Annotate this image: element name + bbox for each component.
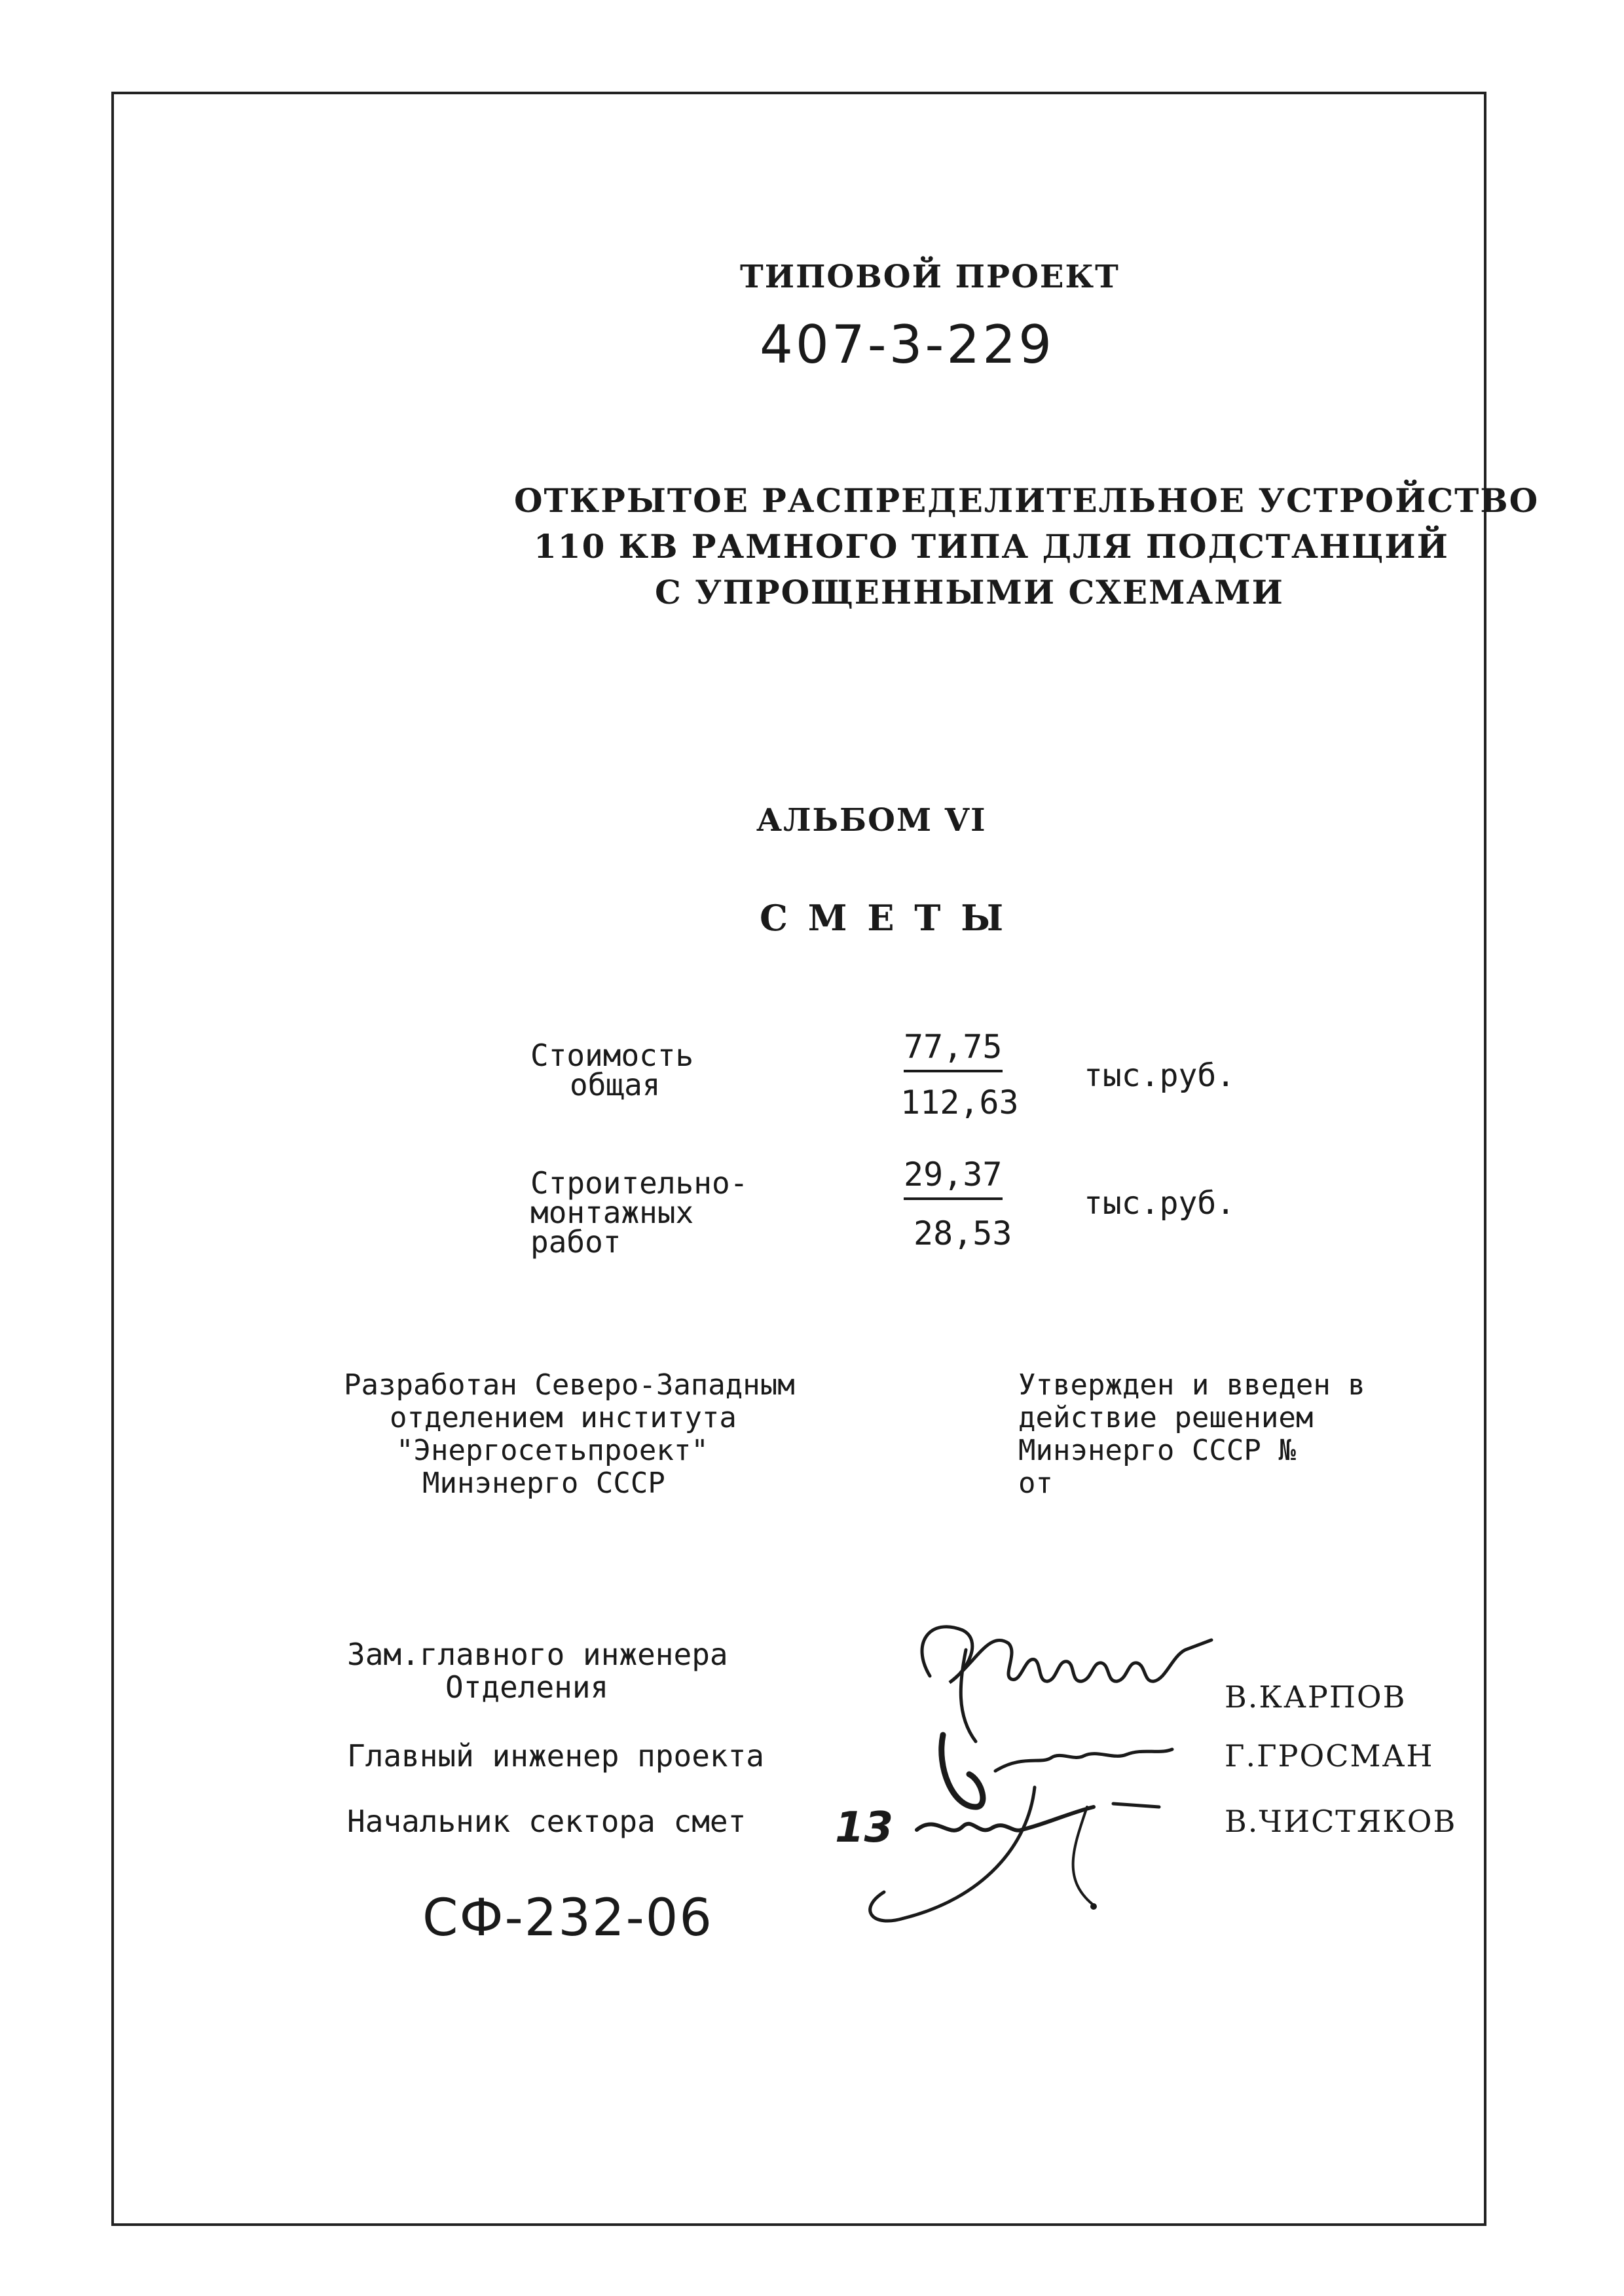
signatory-3-name: В.ЧИСТЯКОВ — [1225, 1804, 1457, 1839]
page-border — [111, 92, 1486, 2226]
approval-line-3: Минэнерго СССР № — [1018, 1434, 1296, 1467]
developer-line-1: Разработан Северо-Западным — [344, 1368, 795, 1402]
cost-label-1a: Стоимость — [530, 1038, 694, 1073]
signatory-2-title: Главный инженер проекта — [347, 1738, 764, 1774]
cost-value-1-top: 77,75 — [904, 1028, 1003, 1072]
album-subject: С М Е Т Ы — [760, 897, 1008, 939]
signature-chistyakov — [812, 1768, 1179, 1938]
signatory-2-name: Г.ГРОСМАН — [1225, 1738, 1434, 1774]
cost-label-2c: работ — [530, 1224, 621, 1260]
cost-value-2-top: 29,37 — [904, 1156, 1003, 1200]
project-number: 407-3-229 — [760, 314, 1055, 375]
cost-value-2-bottom: 28,53 — [913, 1214, 1012, 1252]
approval-line-2: действие решением — [1018, 1401, 1314, 1434]
developer-line-4: Минэнерго СССР — [422, 1467, 665, 1500]
album-label: АЛЬБОМ VI — [756, 802, 987, 839]
title-line-1: ОТКРЫТОЕ РАСПРЕДЕЛИТЕЛЬНОЕ УСТРОЙСТВО — [514, 481, 1540, 520]
cost-value-1-bottom: 112,63 — [900, 1084, 1019, 1121]
signatory-1-name: В.КАРПОВ — [1225, 1679, 1407, 1715]
cost-label-2b: монтажных — [530, 1195, 694, 1230]
header-title: ТИПОВОЙ ПРОЕКТ — [740, 259, 1120, 295]
approval-line-4: от — [1018, 1467, 1053, 1500]
title-line-2: 110 КВ РАМНОГО ТИПА ДЛЯ ПОДСТАНЦИЙ — [534, 527, 1449, 566]
title-line-3: С УПРОЩЕННЫМИ СХЕМАМИ — [655, 573, 1284, 611]
cost-unit-2: тыс.руб. — [1084, 1185, 1236, 1222]
signatory-1-title-a: Зам.главного инженера — [347, 1637, 728, 1672]
signature-annotation: 13 — [835, 1804, 894, 1852]
cost-label-2a: Строительно- — [530, 1165, 748, 1201]
developer-line-3: "Энергосетьпроект" — [396, 1434, 709, 1467]
document-code: СФ-232-06 — [422, 1889, 714, 1948]
cost-label-1b: общая — [570, 1067, 661, 1102]
approval-line-1: Утвержден и введен в — [1018, 1368, 1365, 1402]
signatory-1-title-b: Отделения — [445, 1669, 609, 1705]
signatory-3-title: Начальник сектора смет — [347, 1804, 747, 1839]
developer-line-2: отделением института — [390, 1401, 737, 1434]
cost-unit-1: тыс.руб. — [1084, 1057, 1236, 1094]
